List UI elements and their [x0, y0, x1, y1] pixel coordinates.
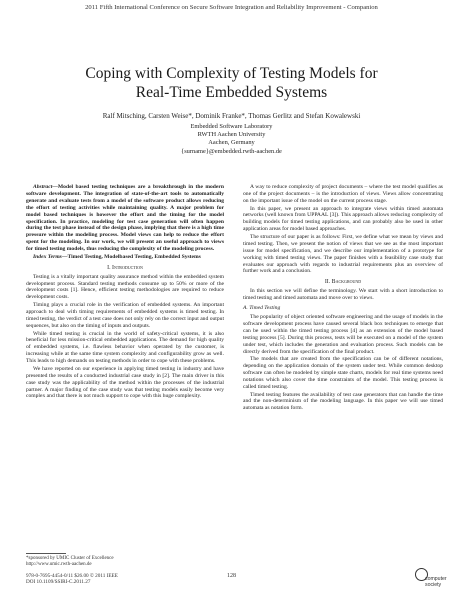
logo-text-line-2: society — [425, 581, 442, 588]
abstract-lead: Abstract— — [33, 184, 58, 190]
paragraph: While timed testing is crucial in the world of safety-critical systems, it is also beneficial for less mission-critical embedded applications. The demand for high quality of embedded systems, i.e. flawless behavior when operated by the customer, is increasing while at the same time system complexity and configurability grow as well. This leads to high demands on testing methods in order to cope with these problems. — [26, 330, 224, 365]
paragraph: The popularity of object oriented software engineering and the usage of models in the software development process have caused several black box techniques to emerge that can be used within the timed testing process [4] as an extension of the model based testing process [5]. During this process, tests will be executed on a model of the system under test, which includes the generation and evaluation process. Such models can be directly derived from the specification of the final product. — [243, 314, 443, 355]
affiliation-block — [20, 123, 443, 156]
paragraph: The models that are created from the specification can be of different notations, depending on the application domain of the system under test. While common desktop software can often be modeled by simple state charts, models for real time systems need notations which also cover the time constraints of the model. This testing process is called timed testing. — [243, 356, 443, 390]
index-terms — [26, 254, 224, 261]
section-heading-background: II. Background — [324, 279, 362, 286]
footer-doi: DOI 10.1109/SSIRI-C.2011.27 — [26, 579, 91, 586]
title-line-2: Real-Time Embedded Systems — [135, 84, 328, 101]
footnote-rule — [26, 553, 66, 554]
section-heading-introduction: I. Introduction — [107, 264, 143, 271]
footnote-line-2: http://www.umic.rwth-aachen.de — [26, 562, 92, 568]
affiliation-email: {surname}@embedded.rwth-aachen.de — [181, 147, 282, 155]
index-terms-lead: Index Terms— — [33, 253, 68, 260]
paragraph: In this section we will define the terminology. We start with a short introduction to timed testing and timed automata and move over to views. — [243, 288, 443, 302]
paragraph: We have reported on our experience in applying timed testing in industry and have presented the results of a conducted industrial case study in [2]. The main driver in this case study was the applicability of the method within the processes of the industrial partner. A major finding of the case study was that testing models easily become very complex and that there is not much support to cope with this huge complexity. — [26, 365, 224, 400]
index-terms-text: Timed Testing, Modelbased Testing, Embedded Systems — [67, 253, 201, 260]
abstract — [26, 184, 224, 253]
abstract-text: Model based testing techniques are a breakthrough in the modern software development. The integration of state-of-the-art tools to automatically generate and evaluate tests from a model of the software product allows reducing the effort of testing activities while maintaining quality. A major problem for model based techniques is however the effort and the timing for the model specification. In practice, modeling for test case generation will often happen during the test phase instead of the design phase, implying that there is a high time pressure within the modeling process. Model views can help to reduce the effort spent for the modeling. In our work, we will present an useful approach to views for timed testing models, thus reducing the complexity of the modeling process. — [26, 184, 224, 253]
footnote — [26, 553, 176, 568]
computer-society-logo — [415, 568, 449, 590]
footer-isbn: 978-0-7695-4454-0/11 $26.00 © 2011 IEEE — [26, 573, 118, 579]
paragraph: The structure of our paper is as follows: First, we define what we mean by views and timed testing. Then, we present the notion of views that we see as the most important issue for model specification, and we describe our implementation of a prototype for working with timed testing views. The paper finishes with a feasibility case study that evaluates our approach with regards to industrial requirements plus an overview of further work and a conclusion. — [243, 233, 443, 275]
affiliation-lab: Embedded Software Laboratory — [190, 123, 273, 130]
footnote-line-1: *sponsored by UMIC Cluster of Excellence — [26, 556, 114, 561]
right-column — [243, 184, 443, 413]
paragraph: Testing is a vitally important quality assurance method within the embedded system development process. Standard testing methods consume up to 50% or more of the development costs [1]. Hence, efficient testing methodologies are required to reduce development costs. — [26, 273, 224, 301]
paper-title — [20, 64, 443, 102]
logo-text — [425, 577, 447, 588]
paragraph: In this paper, we present an approach to integrate views within timed automata networks (well known from UPPAAL [3]). This approach allows reducing complexity of building models for timed testing applications, and can probably also be used in other application areas for model based approaches. — [243, 205, 443, 233]
affiliation-city: Aachen, Germany — [208, 139, 255, 147]
subsection-heading-timed-testing: A. Timed Testing — [243, 305, 281, 312]
paragraph: Timed testing features the availability of test case generators that can handle the time and the non-determinism of the modeling language. In this paper we will use timed automata as notation form. — [243, 391, 443, 412]
logo-text-line-1: computer — [425, 576, 447, 582]
title-line-1: Coping with Complexity of Testing Models for — [85, 65, 378, 82]
author-list: Ralf Mitsching, Carsten Weise*, Dominik Franke*, Thomas Gerlitz and Stefan Kowalewski — [102, 112, 361, 120]
paragraph: A way to reduce complexity of project documents – where the test model qualifies as one of the project documents – is the introduction of views. Views allow concentrating on the important issue of the model on the current process stage. — [243, 184, 443, 204]
conference-header: 2011 Fifth International Conference on Secure Software Integration and Reliability Improvement - Companion — [85, 4, 378, 11]
paragraph: Timing plays a crucial role in the verification of embedded systems. An important approach to deal with timing requirements of embedded systems is timed testing. In timed testing, the verdict of a test case does not only rely on the correct input and output sequences, but also on the timing of inputs and outputs. — [26, 302, 224, 329]
page-number: 128 — [227, 573, 236, 579]
left-column — [26, 184, 224, 401]
affiliation-university: RWTH Aachen University — [197, 131, 266, 139]
